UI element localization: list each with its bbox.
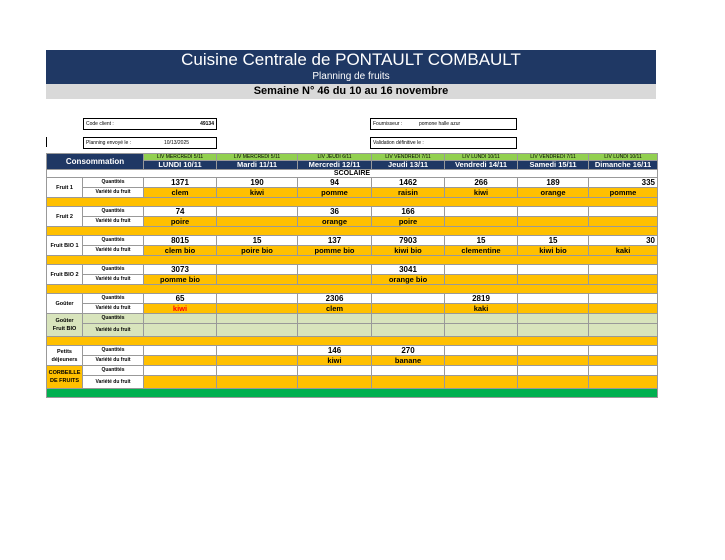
var-cell[interactable]: kiwi	[445, 188, 518, 198]
qty-cell[interactable]: 1462	[372, 178, 445, 188]
var-cell[interactable]	[445, 217, 518, 227]
var-cell[interactable]	[372, 376, 445, 389]
var-cell[interactable]	[589, 356, 658, 366]
qty-label: Quantités	[83, 265, 144, 275]
var-cell[interactable]	[144, 376, 217, 389]
fournisseur-value: pomone halle azur	[419, 121, 461, 127]
var-cell[interactable]	[518, 275, 589, 285]
fruit-planning-table	[46, 153, 658, 398]
var-cell[interactable]: kiwi bio	[518, 246, 589, 256]
var-cell[interactable]	[217, 376, 298, 389]
row-separator	[47, 256, 658, 265]
fournisseur-label: Fournisseur :	[373, 121, 403, 127]
qty-cell[interactable]	[445, 346, 518, 356]
qty-cell[interactable]	[518, 294, 589, 304]
var-cell[interactable]: poire	[372, 217, 445, 227]
var-cell[interactable]: orange	[298, 217, 372, 227]
row-label-petits-dejeuners	[47, 346, 83, 366]
qty-label: Quantités	[83, 236, 144, 246]
qty-cell[interactable]	[217, 314, 298, 324]
qty-cell[interactable]	[445, 207, 518, 217]
row-label-bio2: Fruit BIO 2	[47, 265, 83, 285]
qty-cell[interactable]	[298, 366, 372, 376]
table-footer-bar	[47, 389, 658, 398]
qty-cell[interactable]	[298, 314, 372, 324]
var-cell[interactable]	[518, 217, 589, 227]
consommation-header	[47, 154, 144, 170]
var-cell[interactable]	[589, 217, 658, 227]
var-cell[interactable]	[518, 304, 589, 314]
qty-cell[interactable]	[217, 294, 298, 304]
var-cell[interactable]	[589, 324, 658, 337]
liv-date: LIV VENDREDI 7/11	[518, 154, 589, 161]
var-label: Variété du fruit	[83, 304, 144, 314]
planning-date-value: 10/13/2025	[164, 140, 190, 146]
row-label-bio1: Fruit BIO 1	[47, 236, 83, 256]
qty-cell[interactable]	[518, 366, 589, 376]
var-cell[interactable]	[445, 356, 518, 366]
var-cell[interactable]	[518, 356, 589, 366]
row-separator	[47, 285, 658, 294]
day-header: Mercredi 12/11	[298, 161, 372, 170]
code-client-label: Code client :	[86, 121, 114, 127]
var-cell[interactable]: orange	[518, 188, 589, 198]
qty-cell[interactable]: 335	[589, 178, 658, 188]
validation-field[interactable]	[370, 137, 517, 149]
row-label-corbeille	[47, 366, 83, 389]
var-cell[interactable]	[589, 376, 658, 389]
var-label: Variété du fruit	[83, 246, 144, 256]
row-label-gouter: Goûter	[47, 294, 83, 314]
var-cell[interactable]	[144, 324, 217, 337]
var-cell[interactable]	[217, 324, 298, 337]
petits-label-2: déjeuners	[51, 356, 78, 363]
qty-cell[interactable]: 94	[298, 178, 372, 188]
planning-date-label: Planning envoyé le :	[86, 140, 132, 146]
var-cell[interactable]: poire bio	[217, 246, 298, 256]
corbeille-label-1: CORBEILLE	[48, 370, 81, 376]
var-cell[interactable]	[372, 324, 445, 337]
qty-cell[interactable]	[589, 346, 658, 356]
qty-cell[interactable]: 65	[144, 294, 217, 304]
gouter-bio-label-2: Fruit BIO	[52, 326, 77, 332]
var-cell[interactable]	[217, 217, 298, 227]
qty-cell[interactable]	[518, 265, 589, 275]
qty-cell[interactable]: 270	[372, 346, 445, 356]
qty-cell[interactable]	[445, 265, 518, 275]
qty-cell[interactable]	[518, 346, 589, 356]
qty-cell[interactable]	[217, 265, 298, 275]
planning-date-field[interactable]	[83, 137, 217, 149]
qty-cell[interactable]	[372, 294, 445, 304]
consommation-label: Consommation	[65, 157, 125, 166]
var-cell[interactable]	[372, 304, 445, 314]
qty-cell[interactable]: 1371	[144, 178, 217, 188]
var-cell[interactable]	[445, 376, 518, 389]
scolaire-label: SCOLAIRE	[47, 170, 658, 178]
var-cell[interactable]: kaki	[589, 246, 658, 256]
var-cell[interactable]	[217, 275, 298, 285]
qty-cell[interactable]: 15	[445, 236, 518, 246]
var-cell[interactable]	[445, 324, 518, 337]
var-cell[interactable]: kiwi	[217, 188, 298, 198]
day-header: LUNDI 10/11	[144, 161, 217, 170]
qty-cell[interactable]	[589, 314, 658, 324]
qty-cell[interactable]	[144, 366, 217, 376]
qty-label: Quantités	[83, 207, 144, 217]
day-header: Vendredi 14/11	[445, 161, 518, 170]
var-label: Variété du fruit	[83, 324, 144, 337]
day-header: Samedi 15/11	[518, 161, 589, 170]
qty-label: Quantités	[83, 178, 144, 188]
qty-cell[interactable]: 74	[144, 207, 217, 217]
qty-cell[interactable]: 15	[217, 236, 298, 246]
qty-cell[interactable]	[589, 294, 658, 304]
var-label: Variété du fruit	[83, 217, 144, 227]
page-subtitle: Planning de fruits	[46, 70, 656, 84]
row-label-fruit1: Fruit 1	[47, 178, 83, 198]
qty-cell[interactable]: 30	[589, 236, 658, 246]
var-cell[interactable]: banane	[372, 356, 445, 366]
qty-cell[interactable]: 36	[298, 207, 372, 217]
qty-cell[interactable]: 190	[217, 178, 298, 188]
qty-cell[interactable]: 2819	[445, 294, 518, 304]
week-banner: Semaine N° 46 du 10 au 16 novembre	[46, 84, 656, 99]
qty-cell[interactable]: 2306	[298, 294, 372, 304]
code-client-value: 49134	[200, 121, 214, 127]
qty-cell[interactable]	[372, 314, 445, 324]
var-cell[interactable]: pomme bio	[144, 275, 217, 285]
var-cell[interactable]	[518, 376, 589, 389]
row-separator	[47, 198, 658, 207]
qty-cell[interactable]	[217, 366, 298, 376]
qty-cell[interactable]	[589, 207, 658, 217]
day-header: Mardi 11/11	[217, 161, 298, 170]
day-header: Dimanche 16/11	[589, 161, 658, 170]
validation-label: Validation définitive le :	[373, 140, 424, 146]
row-label-gouter-bio	[47, 314, 83, 337]
margin-mark	[46, 137, 47, 147]
var-cell[interactable]	[298, 324, 372, 337]
qty-cell[interactable]	[217, 346, 298, 356]
qty-cell[interactable]	[445, 366, 518, 376]
qty-label: Quantités	[83, 346, 144, 356]
var-cell[interactable]	[445, 275, 518, 285]
row-separator	[47, 337, 658, 346]
liv-date: LIV LUNDI 10/11	[445, 154, 518, 161]
var-cell[interactable]: clem bio	[144, 246, 217, 256]
qty-cell[interactable]	[589, 366, 658, 376]
var-label: Variété du fruit	[83, 376, 144, 389]
qty-cell[interactable]: 146	[298, 346, 372, 356]
var-cell[interactable]: kaki	[445, 304, 518, 314]
qty-cell[interactable]: 3073	[144, 265, 217, 275]
qty-cell[interactable]: 7903	[372, 236, 445, 246]
var-cell[interactable]	[144, 356, 217, 366]
var-cell[interactable]: clem	[298, 304, 372, 314]
var-cell[interactable]: clementine	[445, 246, 518, 256]
corbeille-label-2: DE FRUITS	[49, 378, 80, 384]
qty-label: Quantités	[83, 314, 144, 324]
var-label: Variété du fruit	[83, 188, 144, 198]
liv-date: LIV MERCREDI 5/11	[144, 154, 217, 161]
qty-cell[interactable]	[445, 314, 518, 324]
var-cell[interactable]	[217, 356, 298, 366]
qty-cell[interactable]: 166	[372, 207, 445, 217]
qty-cell[interactable]: 266	[445, 178, 518, 188]
qty-label: Quantités	[83, 294, 144, 304]
var-label: Variété du fruit	[83, 275, 144, 285]
var-cell[interactable]: kiwi bio	[372, 246, 445, 256]
qty-cell[interactable]	[372, 366, 445, 376]
qty-label: Quantités	[83, 366, 144, 376]
liv-date: LIV JEUDI 6/11	[298, 154, 372, 161]
liv-date: LIV LUNDI 10/11	[589, 154, 658, 161]
var-cell[interactable]: poire	[144, 217, 217, 227]
qty-cell[interactable]: 137	[298, 236, 372, 246]
qty-cell[interactable]	[589, 265, 658, 275]
qty-cell[interactable]	[518, 207, 589, 217]
qty-cell[interactable]	[298, 265, 372, 275]
var-cell[interactable]	[589, 275, 658, 285]
var-cell[interactable]: pomme	[589, 188, 658, 198]
var-cell[interactable]: raisin	[372, 188, 445, 198]
var-cell[interactable]	[589, 304, 658, 314]
qty-cell[interactable]: 8015	[144, 236, 217, 246]
qty-cell[interactable]: 189	[518, 178, 589, 188]
var-cell[interactable]: kiwi	[298, 356, 372, 366]
row-label-fruit2: Fruit 2	[47, 207, 83, 227]
qty-cell[interactable]	[518, 314, 589, 324]
qty-cell[interactable]	[144, 346, 217, 356]
gouter-bio-label-1: Goûter	[55, 318, 74, 324]
var-cell[interactable]	[518, 324, 589, 337]
var-label: Variété du fruit	[83, 356, 144, 366]
var-cell[interactable]: pomme bio	[298, 246, 372, 256]
liv-date: LIV VENDREDI 7/11	[372, 154, 445, 161]
code-client-field[interactable]	[83, 118, 217, 130]
var-cell[interactable]	[217, 304, 298, 314]
qty-cell[interactable]: 3041	[372, 265, 445, 275]
var-cell[interactable]: orange bio	[372, 275, 445, 285]
fournisseur-field[interactable]	[370, 118, 517, 130]
var-cell[interactable]	[298, 376, 372, 389]
qty-cell[interactable]: 15	[518, 236, 589, 246]
day-header: Jeudi 13/11	[372, 161, 445, 170]
qty-cell[interactable]	[217, 207, 298, 217]
var-cell[interactable]: pomme	[298, 188, 372, 198]
qty-cell[interactable]	[144, 314, 217, 324]
liv-date: LIV MERCREDI 5/11	[217, 154, 298, 161]
row-separator	[47, 227, 658, 236]
var-cell[interactable]: kiwi	[144, 304, 217, 314]
page-title: Cuisine Centrale de PONTAULT COMBAULT	[46, 50, 656, 70]
petits-label-1: Petits	[57, 348, 72, 355]
var-cell[interactable]	[298, 275, 372, 285]
var-cell[interactable]: clem	[144, 188, 217, 198]
